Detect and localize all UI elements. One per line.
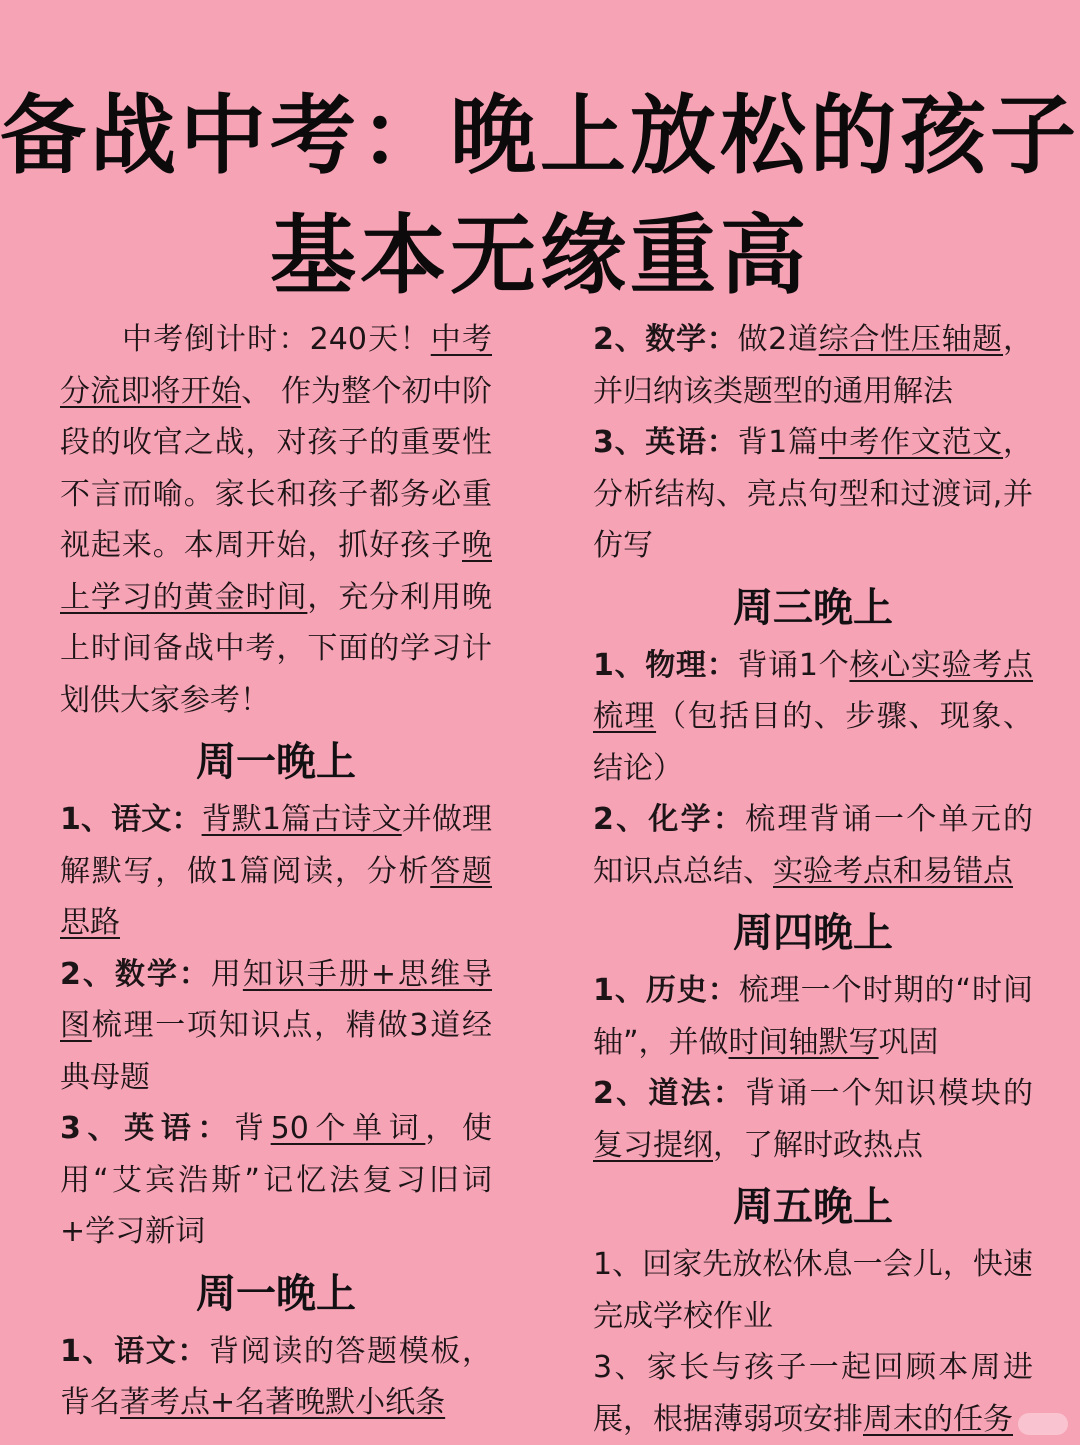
- intro-underline-2: 晚上学习的黄金时间: [60, 528, 492, 615]
- item-underline: 著考点+名著晚默小纸条: [120, 1385, 446, 1420]
- tuesday-item-1: [60, 1326, 492, 1429]
- item-label: 3、英语：: [60, 1111, 235, 1146]
- right-column: [593, 314, 1033, 1445]
- item-underline: 实验考点和易错点: [773, 853, 1013, 889]
- item-text: 梳理一项知识点，精做3道经典母题: [60, 1008, 492, 1095]
- item-text: 并做理解默写，做1篇阅读，分析: [60, 802, 493, 889]
- item-label: 2、道法：: [593, 1076, 746, 1111]
- item-text: ，了解时政热点: [713, 1127, 923, 1163]
- tuesday-item-3: [593, 417, 1033, 572]
- item-text: 巩固: [878, 1024, 939, 1060]
- tuesday-heading: 周一晚上: [196, 1270, 356, 1317]
- monday-heading: 周一晚上: [196, 739, 356, 785]
- item-label: 2、数学：: [60, 956, 211, 992]
- monday-item-2: [60, 949, 492, 1104]
- intro-text-2: 、 作为整个初中阶段的收官之战，对孩子的重要性不言而喻。家长和孩子都务必重视起来。本周开始，抓好孩子: [60, 373, 493, 563]
- thursday-item-1: [593, 965, 1033, 1068]
- item-label: 1、历史：: [593, 973, 739, 1008]
- title-line-1: 备战中考：晚上放松的孩子: [0, 86, 1080, 186]
- monday-item-1: [60, 794, 492, 949]
- item-text: ，分析结构、亮点句型和过渡词,并仿写: [593, 425, 1034, 563]
- intro-underline-1: 中考分流即将开始: [60, 322, 493, 409]
- item-underline: 知识手册+思维导图: [60, 956, 493, 1043]
- item-label: 2、化学：: [593, 802, 746, 837]
- friday-item-2: [593, 1342, 1033, 1445]
- monday-item-3: [60, 1103, 492, 1258]
- item-underline: 周末的任务: [863, 1401, 1013, 1437]
- intro-text-1: 中考倒计时：240天！: [122, 322, 431, 357]
- item-underline: 背默1篇古诗文: [201, 802, 402, 837]
- intro-paragraph: [60, 314, 492, 726]
- wednesday-item-1: [593, 640, 1033, 795]
- item-text: 背阅读的答题模板，背名: [60, 1333, 492, 1420]
- wednesday-item-2: [593, 794, 1033, 897]
- item-text: 背: [234, 1111, 271, 1146]
- item-text: 背1篇: [737, 425, 819, 460]
- intro-text-3: ，充分利用晚上时间备战中考，下面的学习计划供大家参考！: [60, 579, 493, 718]
- item-text: 背诵1个: [737, 647, 850, 683]
- item-text: 3、家长与孩子一起回顾本周进展，根据薄弱项安排: [593, 1350, 1033, 1437]
- item-underline: 中考作文范文: [818, 425, 1004, 460]
- item-label: 1、语文：: [60, 1333, 209, 1369]
- item-text: （包括目的、步骤、现象、结论）: [593, 699, 1034, 786]
- left-column: [60, 314, 492, 1429]
- item-label: 3、英语：: [593, 425, 738, 460]
- title-line-2: 基本无缘重高: [270, 206, 810, 306]
- item-underline: 50个单词: [270, 1111, 426, 1146]
- item-text: 背诵一个知识模块的: [745, 1076, 1034, 1111]
- item-text: 梳理一个时期的“时间轴”，并做: [593, 973, 1034, 1060]
- item-underline: 时间轴默写: [728, 1024, 879, 1060]
- item-label: 2、数学：: [593, 322, 738, 357]
- item-text: 梳理背诵一个单元的知识点总结、: [593, 802, 1034, 889]
- item-underline: 复习提纲: [593, 1127, 713, 1163]
- item-underline: 综合性压轴题: [818, 322, 1004, 357]
- item-text: ，并归纳该类题型的通用解法: [593, 322, 1034, 409]
- tuesday-item-2: [593, 314, 1033, 417]
- item-underline: 答题思路: [60, 853, 492, 940]
- watermark-badge: [1018, 1413, 1068, 1435]
- item-text: 做2道: [737, 322, 819, 357]
- friday-item-1: [593, 1239, 1033, 1342]
- item-text: 用: [210, 956, 243, 992]
- wednesday-heading: 周三晚上: [733, 584, 893, 631]
- thursday-item-2: [593, 1068, 1033, 1171]
- item-text: ，使用“艾宾浩斯”记忆法复习旧词+学习新词: [60, 1111, 493, 1249]
- item-underline: 核心实验考点梳理: [593, 647, 1034, 734]
- friday-heading: 周五晚上: [733, 1184, 893, 1230]
- item-label: 1、语文：: [60, 802, 202, 837]
- item-label: 1、物理：: [593, 647, 738, 683]
- item-text: 1、回家先放松休息一会儿，快速完成学校作业: [593, 1247, 1033, 1334]
- thursday-heading: 周四晚上: [733, 910, 893, 956]
